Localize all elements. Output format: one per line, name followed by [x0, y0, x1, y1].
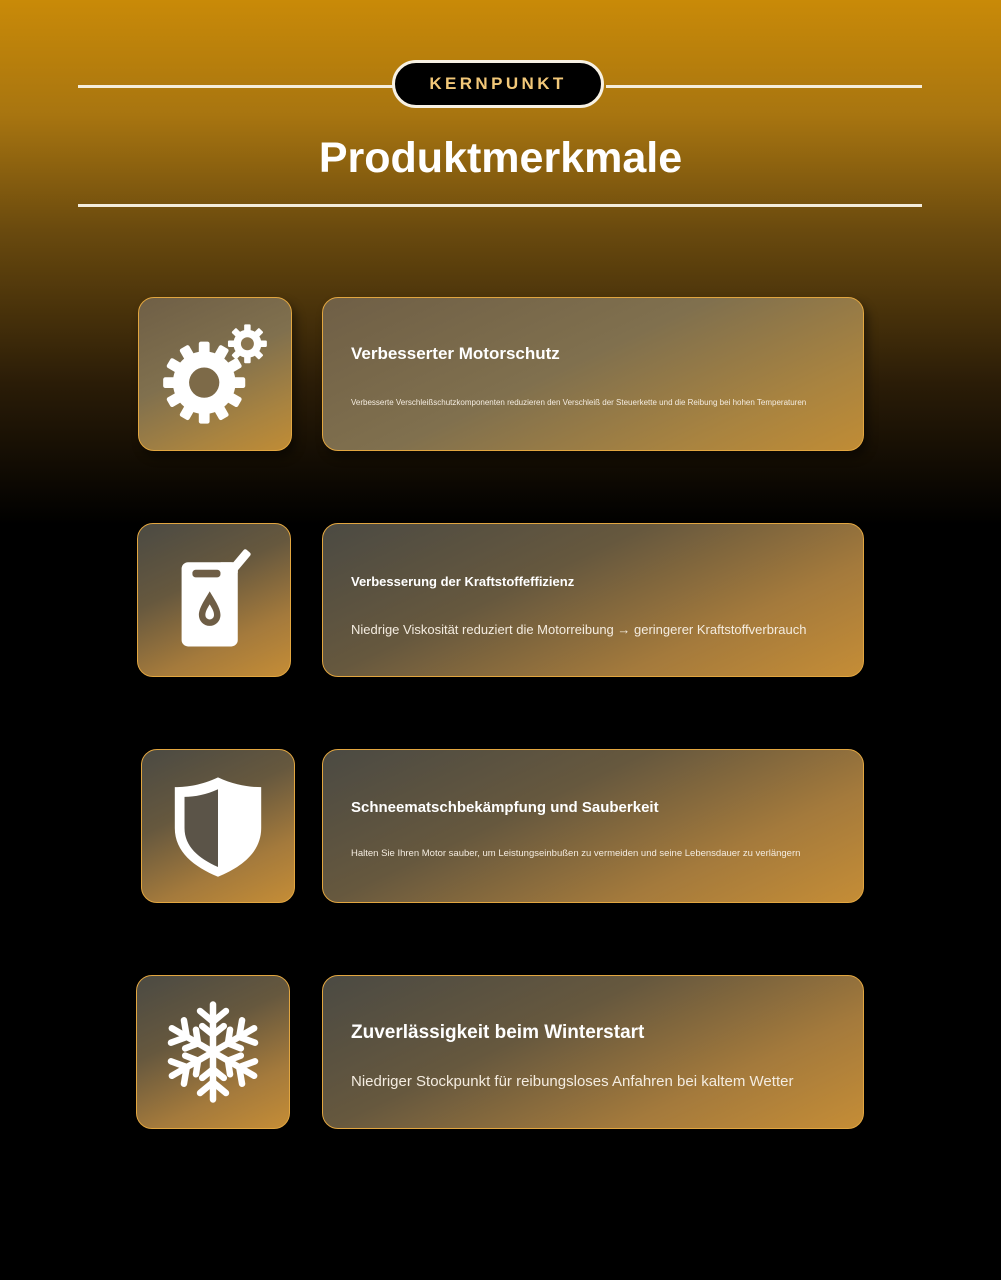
feature-description: Niedrige Viskosität reduziert die Motorreibung → geringerer Kraftstoffverbrauch	[351, 622, 807, 637]
feature-description: Verbesserte Verschleißschutzkomponenten reduzieren den Verschleiß der Steuerkette und die Reibung bei hohen Temperaturen	[351, 398, 807, 407]
feature-card	[322, 523, 864, 677]
feature-description: Niedriger Stockpunkt für reibungsloses Anfahren bei kaltem Wetter	[351, 1073, 794, 1090]
snowflake-icon	[159, 998, 267, 1106]
feature-title: Verbesserung der Kraftstoffeffizienz	[351, 574, 575, 589]
header-divider	[78, 204, 922, 207]
feature-icon-box	[136, 975, 290, 1129]
feature-title: Verbesserter Motorschutz	[351, 344, 560, 363]
feature-card	[322, 975, 864, 1129]
gears-icon	[161, 320, 269, 428]
shield-icon	[164, 772, 272, 880]
feature-icon-box	[141, 749, 295, 903]
feature-title: Schneematschbekämpfung und Sauberkeit	[351, 799, 659, 816]
feature-title: Zuverlässigkeit beim Winterstart	[351, 1022, 645, 1043]
feature-icon-box	[138, 297, 292, 451]
header-line-right	[606, 85, 922, 88]
feature-description: Halten Sie Ihren Motor sauber, um Leistungseinbußen zu vermeiden und seine Lebensdauer zu verlängern	[351, 848, 801, 859]
kernpunkt-badge: KERNPUNKT	[392, 60, 604, 108]
feature-icon-box	[137, 523, 291, 677]
feature-card	[322, 297, 864, 451]
header-line-left	[78, 85, 394, 88]
feature-card	[322, 749, 864, 903]
page-title: Produktmerkmale	[318, 134, 683, 182]
fuel-canister-icon	[160, 546, 268, 654]
